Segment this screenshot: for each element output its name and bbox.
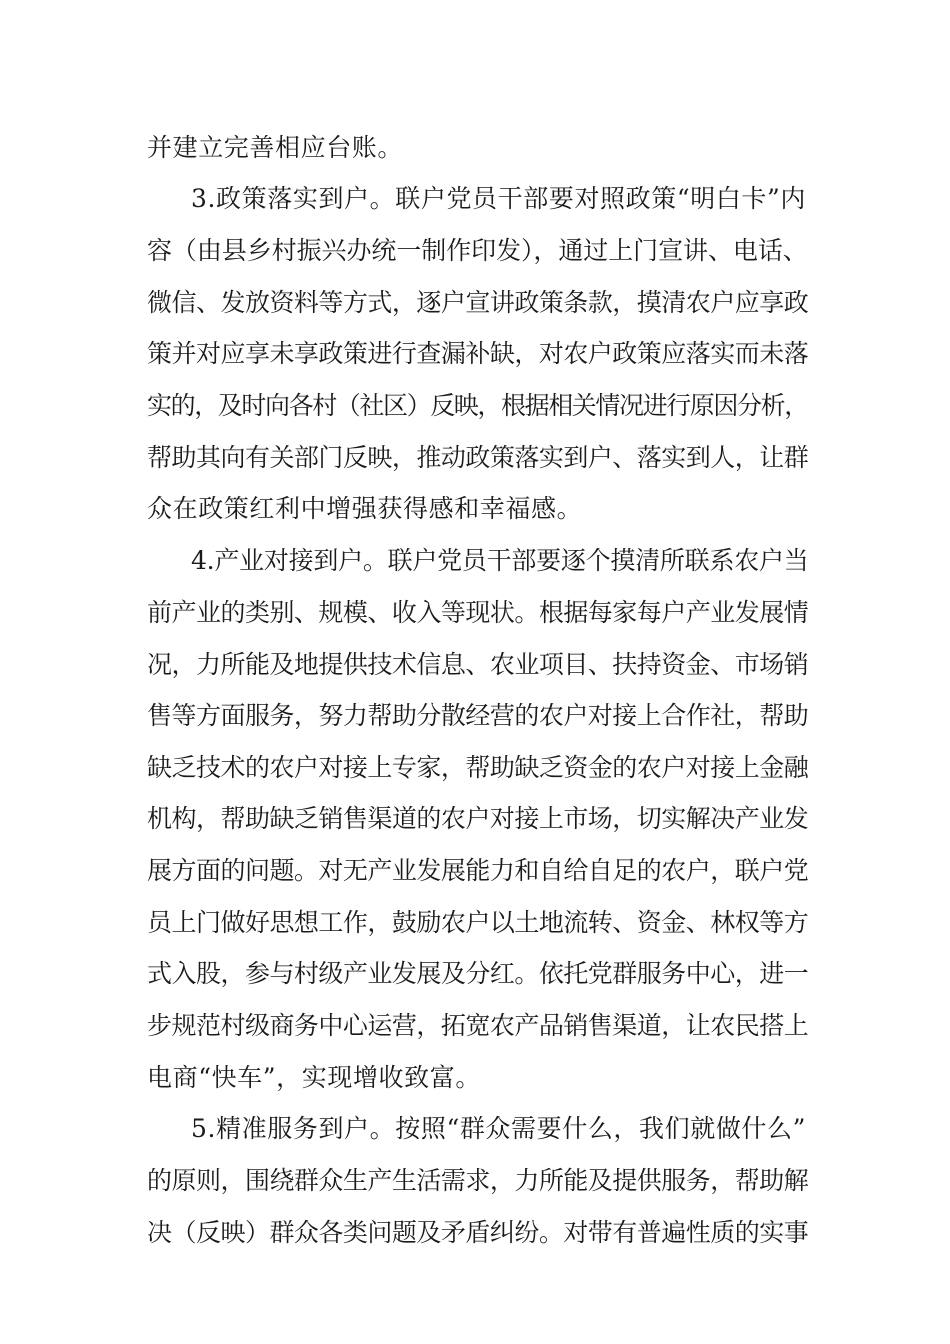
text-line: 帮助其向有关部门反映，推动政策落实到户、落实到人，让群	[147, 443, 809, 472]
text-line: 并建立完善相应台账。	[147, 133, 404, 162]
text-line: 实的，及时向各村（社区）反映，根据相关情况进行原因分析，	[147, 391, 808, 420]
text-line: 机构，帮助缺乏销售渠道的农户对接上市场，切实解决产业发	[147, 804, 809, 833]
text-line: 的原则，围绕群众生产生活需求，力所能及提供服务，帮助解	[147, 1166, 809, 1195]
text-line: 步规范村级商务中心运营，拓宽农产品销售渠道，让农民搭上	[147, 1011, 809, 1040]
text-line: 员上门做好思想工作，鼓励农户以土地流转、资金、林权等方	[147, 908, 809, 937]
paragraph-first-line: 3.政策落实到户。联户党员干部要对照政策“明白卡”内	[191, 184, 807, 213]
text-line: 式入股，参与村级产业发展及分红。依托党群服务中心，进一	[147, 959, 809, 988]
text-line: 策并对应享未享政策进行查漏补缺，对农户政策应落实而未落	[147, 339, 809, 368]
text-line: 况，力所能及地提供技术信息、农业项目、扶持资金、市场销	[147, 650, 809, 679]
text-line: 容（由县乡村振兴办统一制作印发），通过上门宣讲、电话、	[147, 236, 808, 265]
text-line: 众在政策红利中增强获得感和幸福感。	[147, 494, 583, 523]
text-line: 决（反映）群众各类问题及矛盾纠纷。对带有普遍性质的实事	[147, 1218, 809, 1247]
paragraph-first-line: 4.产业对接到户。联户党员干部要逐个摸清所联系农户当	[191, 546, 809, 575]
text-line: 展方面的问题。对无产业发展能力和自给自足的农户，联户党	[147, 856, 809, 885]
text-line: 售等方面服务，努力帮助分散经营的农户对接上合作社，帮助	[147, 701, 809, 730]
text-line: 缺乏技术的农户对接上专家，帮助缺乏资金的农户对接上金融	[147, 753, 809, 782]
text-line: 微信、发放资料等方式，逐户宣讲政策条款，摸清农户应享政	[147, 288, 809, 317]
paragraph-first-line: 5.精准服务到户。按照“群众需要什么，我们就做什么”	[191, 1114, 807, 1143]
text-line: 前产业的类别、规模、收入等现状。根据每家每户产业发展情	[147, 598, 809, 627]
text-line: 电商“快车”，实现增收致富。	[147, 1063, 481, 1092]
